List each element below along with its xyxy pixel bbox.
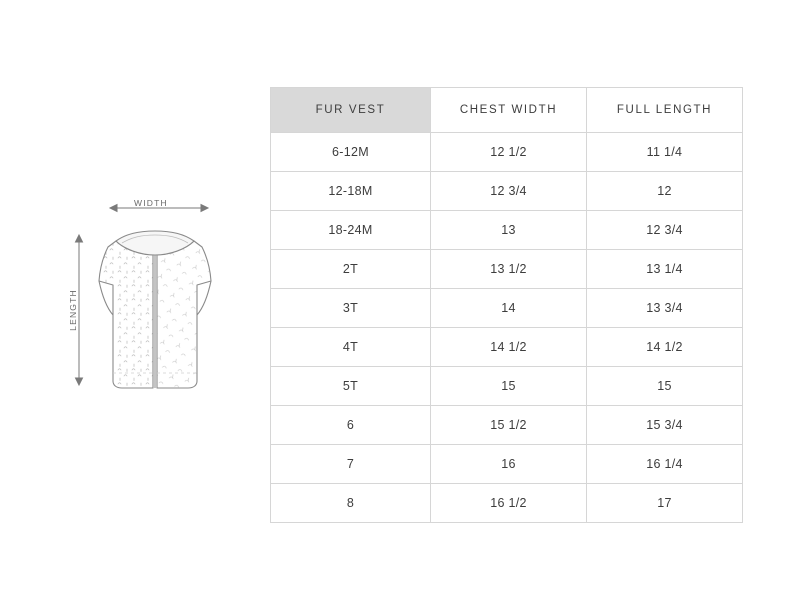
- length-dimension-label: LENGTH: [67, 289, 78, 331]
- cell-size: 6-12M: [271, 133, 431, 172]
- cell-chest-width: 16 1/2: [431, 484, 587, 523]
- cell-full-length: 11 1/4: [587, 133, 743, 172]
- garment-diagram: [60, 185, 250, 415]
- table-row: [271, 484, 743, 523]
- size-chart-table: [270, 87, 743, 523]
- cell-chest-width: 13 1/2: [431, 250, 587, 289]
- cell-chest-width: 12 1/2: [431, 133, 587, 172]
- table-row: [271, 211, 743, 250]
- cell-size: 5T: [271, 367, 431, 406]
- cell-full-length: 17: [587, 484, 743, 523]
- vest-body: [99, 231, 211, 388]
- cell-size: 8: [271, 484, 431, 523]
- cell-chest-width: 15: [431, 367, 587, 406]
- cell-size: 6: [271, 406, 431, 445]
- cell-chest-width: 12 3/4: [431, 172, 587, 211]
- column-header-fur-vest: FUR VEST: [271, 88, 431, 133]
- cell-full-length: 15 3/4: [587, 406, 743, 445]
- table-row: [271, 172, 743, 211]
- cell-full-length: 12 3/4: [587, 211, 743, 250]
- cell-size: 7: [271, 445, 431, 484]
- cell-full-length: 13 3/4: [587, 289, 743, 328]
- table-body: [271, 133, 743, 523]
- cell-chest-width: 14: [431, 289, 587, 328]
- table-row: [271, 367, 743, 406]
- table-row: [271, 133, 743, 172]
- cell-full-length: 13 1/4: [587, 250, 743, 289]
- width-dimension-label: WIDTH: [134, 198, 168, 208]
- cell-size: 18-24M: [271, 211, 431, 250]
- column-header-chest-width: CHEST WIDTH: [431, 88, 587, 133]
- table-header-row: [271, 88, 743, 133]
- cell-chest-width: 13: [431, 211, 587, 250]
- table-row: [271, 406, 743, 445]
- cell-size: 3T: [271, 289, 431, 328]
- table-row: [271, 289, 743, 328]
- cell-full-length: 16 1/4: [587, 445, 743, 484]
- cell-chest-width: 15 1/2: [431, 406, 587, 445]
- table-row: [271, 328, 743, 367]
- cell-chest-width: 14 1/2: [431, 328, 587, 367]
- table-header: [271, 88, 743, 133]
- table-row: [271, 445, 743, 484]
- cell-full-length: 15: [587, 367, 743, 406]
- cell-size: 4T: [271, 328, 431, 367]
- vest-illustration-svg: [60, 185, 250, 415]
- cell-full-length: 14 1/2: [587, 328, 743, 367]
- cell-size: 2T: [271, 250, 431, 289]
- cell-chest-width: 16: [431, 445, 587, 484]
- cell-full-length: 12: [587, 172, 743, 211]
- cell-size: 12-18M: [271, 172, 431, 211]
- column-header-full-length: FULL LENGTH: [587, 88, 743, 133]
- table-row: [271, 250, 743, 289]
